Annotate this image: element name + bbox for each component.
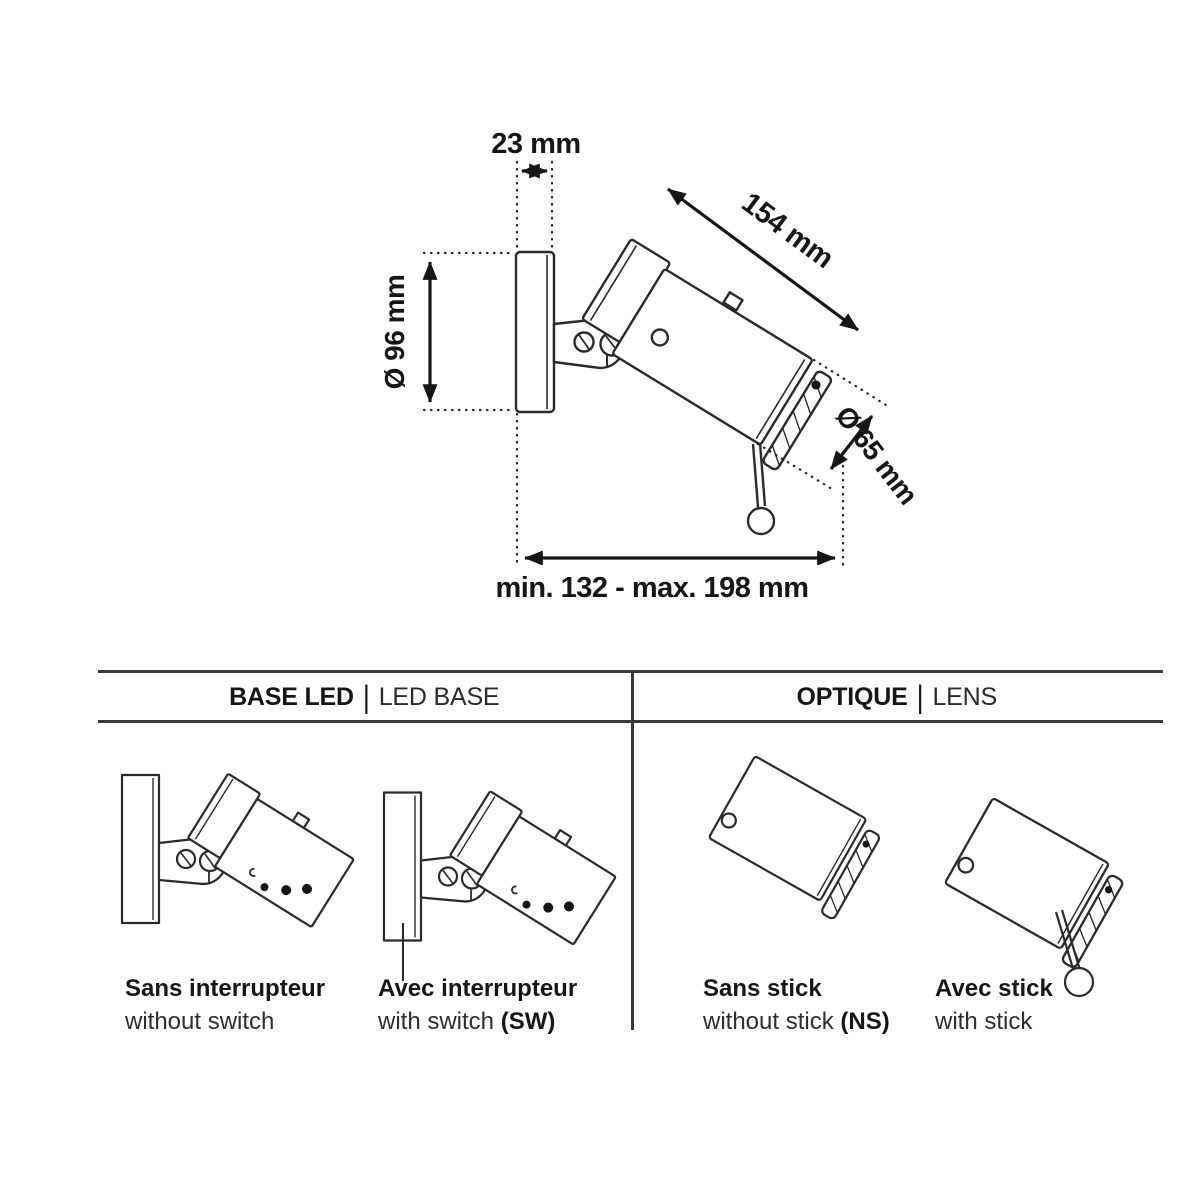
option-label-with-switch — [378, 972, 577, 1038]
option-label-without-switch — [125, 972, 325, 1038]
header-separator: | — [362, 679, 370, 714]
wall-plate — [516, 252, 554, 412]
option-en-code: (SW) — [500, 1008, 556, 1035]
option-en-text: without switch — [125, 1008, 275, 1035]
lens-with-stick-drawing — [918, 738, 1168, 1008]
header-optique — [631, 672, 1164, 722]
dim-label-length: 154 mm — [735, 186, 840, 275]
dim-label-plate-diameter: Ø 96 mm — [379, 274, 410, 390]
option-en — [378, 1005, 577, 1038]
option-en-text: with switch — [378, 1008, 501, 1035]
option-en — [935, 1005, 1053, 1038]
header-separator: | — [916, 679, 924, 714]
option-fr: Avec interrupteur — [378, 975, 578, 1002]
header-optique-en: LENS — [932, 682, 997, 711]
stick-ball-icon — [748, 508, 774, 534]
header-optique-fr: OPTIQUE — [796, 682, 908, 711]
spot-with-switch-drawing — [365, 753, 625, 988]
header-base-led — [98, 672, 631, 722]
stick-ball-icon — [1065, 968, 1093, 996]
option-en — [125, 1005, 325, 1038]
option-en — [703, 1005, 890, 1038]
lens-without-stick-drawing — [683, 738, 923, 918]
option-en-text: with stick — [935, 1008, 1033, 1035]
spot-without-switch-drawing — [108, 753, 358, 953]
option-fr: Avec stick — [935, 975, 1053, 1002]
option-label-without-stick — [703, 972, 890, 1038]
dim-label-depth: 23 mm — [491, 128, 581, 160]
header-base-led-fr: BASE LED — [229, 682, 354, 711]
option-fr: Sans stick — [703, 975, 822, 1002]
option-label-with-stick — [935, 972, 1053, 1038]
dim-label-head-diameter: Ø 65 mm — [829, 400, 924, 511]
dim-label-projection: min. 132 - max. 198 mm — [495, 572, 809, 604]
table-column-divider — [631, 672, 634, 1030]
header-base-led-en: LED BASE — [378, 682, 500, 711]
option-fr: Sans interrupteur — [125, 975, 326, 1002]
option-en-text: without stick — [703, 1008, 841, 1035]
option-en-code: (NS) — [840, 1008, 890, 1035]
